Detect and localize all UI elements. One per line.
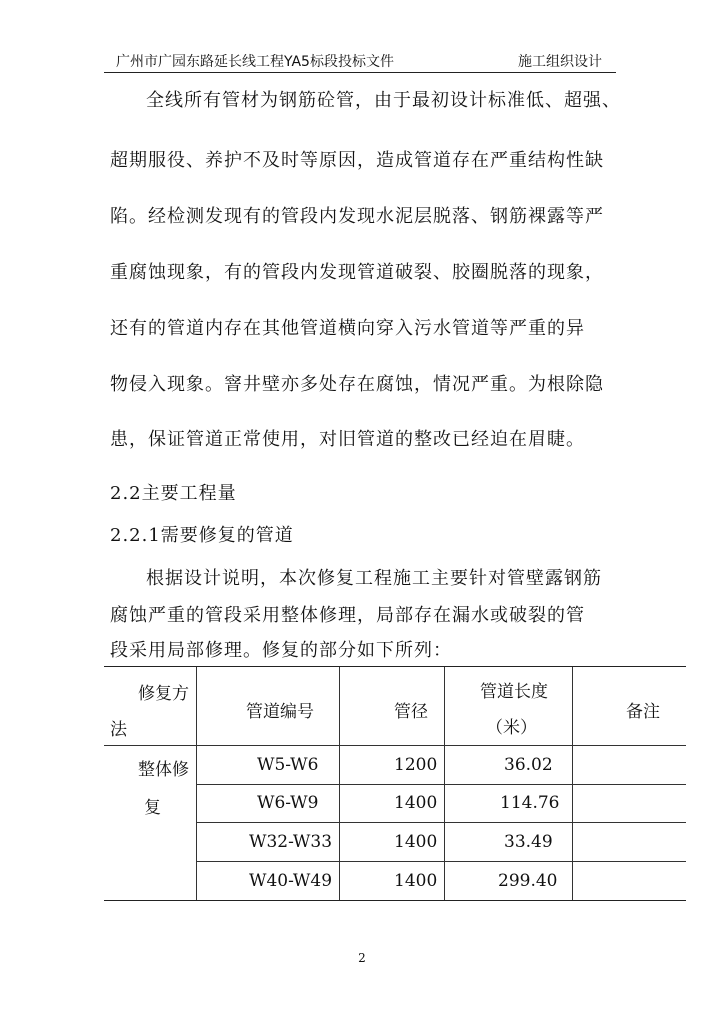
length-cell: 36.02 (504, 755, 553, 775)
group-label-whole-repair: 整体修 (138, 760, 189, 780)
pipe-id-cell: W40-W49 (249, 871, 333, 891)
header-repair-method: 修复方 (138, 684, 189, 704)
table-row-divider (196, 784, 686, 785)
diameter-cell: 1400 (394, 871, 438, 891)
length-cell: 33.49 (504, 832, 553, 852)
pipe-id-cell: W6-W9 (257, 793, 319, 813)
table-row-divider (196, 861, 686, 862)
repair-pipes-table (104, 666, 686, 901)
table-row-divider (196, 822, 686, 823)
paragraph-line: 患，保证管道正常使用，对旧管道的整改已经迫在眉睫。 (110, 429, 585, 450)
page-header (104, 46, 616, 73)
paragraph-line: 超期服役、养护不及时等原因，造成管道存在严重结构性缺 (110, 150, 604, 171)
paragraph-line: 全线所有管材为钢筋砼管，由于最初设计标准低、超强、 (146, 90, 621, 111)
header-remarks: 备注 (626, 702, 660, 722)
table-header-divider (104, 745, 686, 746)
paragraph-line: 物侵入现象。窨井壁亦多处存在腐蚀，情况严重。为根除隐 (110, 374, 604, 395)
header-pipe-id: 管道编号 (246, 702, 314, 722)
header-diameter: 管径 (394, 702, 428, 722)
header-section-title: 施工组织设计 (518, 54, 602, 70)
header-document-title: 广州市广园东路延长线工程YA5标段投标文件 (116, 54, 394, 70)
group-label-whole-repair-cont: 复 (144, 798, 161, 818)
paragraph-line: 重腐蚀现象，有的管段内发现管道破裂、胶圈脱落的现象， (110, 262, 604, 283)
diameter-cell: 1400 (394, 832, 438, 852)
pipe-id-cell: W32-W33 (249, 832, 333, 852)
pipe-id-cell: W5-W6 (257, 755, 319, 775)
length-cell: 299.40 (498, 871, 558, 891)
paragraph-line: 根据设计说明，本次修复工程施工主要针对管壁露钢筋 (146, 568, 602, 589)
paragraph-line: 还有的管道内存在其他管道横向穿入污水管道等严重的异 (110, 318, 585, 339)
page-number: 2 (358, 951, 366, 965)
section-heading: 2.2主要工程量 (110, 483, 237, 504)
paragraph-line: 腐蚀严重的管段采用整体修理，局部存在漏水或破裂的管 (110, 605, 585, 626)
diameter-cell: 1200 (394, 755, 438, 775)
paragraph-line: 段采用局部修理。修复的部分如下所列： (110, 640, 452, 661)
header-pipe-length: 管道长度 (480, 682, 548, 702)
subsection-heading: 2.2.1需要修复的管道 (110, 525, 294, 546)
header-pipe-length-unit: （米） (486, 718, 537, 738)
paragraph-line: 陷。经检测发现有的管段内发现水泥层脱落、钢筋裸露等严 (110, 206, 604, 227)
length-cell: 114.76 (500, 793, 560, 813)
diameter-cell: 1400 (394, 793, 438, 813)
header-repair-method-cont: 法 (110, 720, 127, 740)
